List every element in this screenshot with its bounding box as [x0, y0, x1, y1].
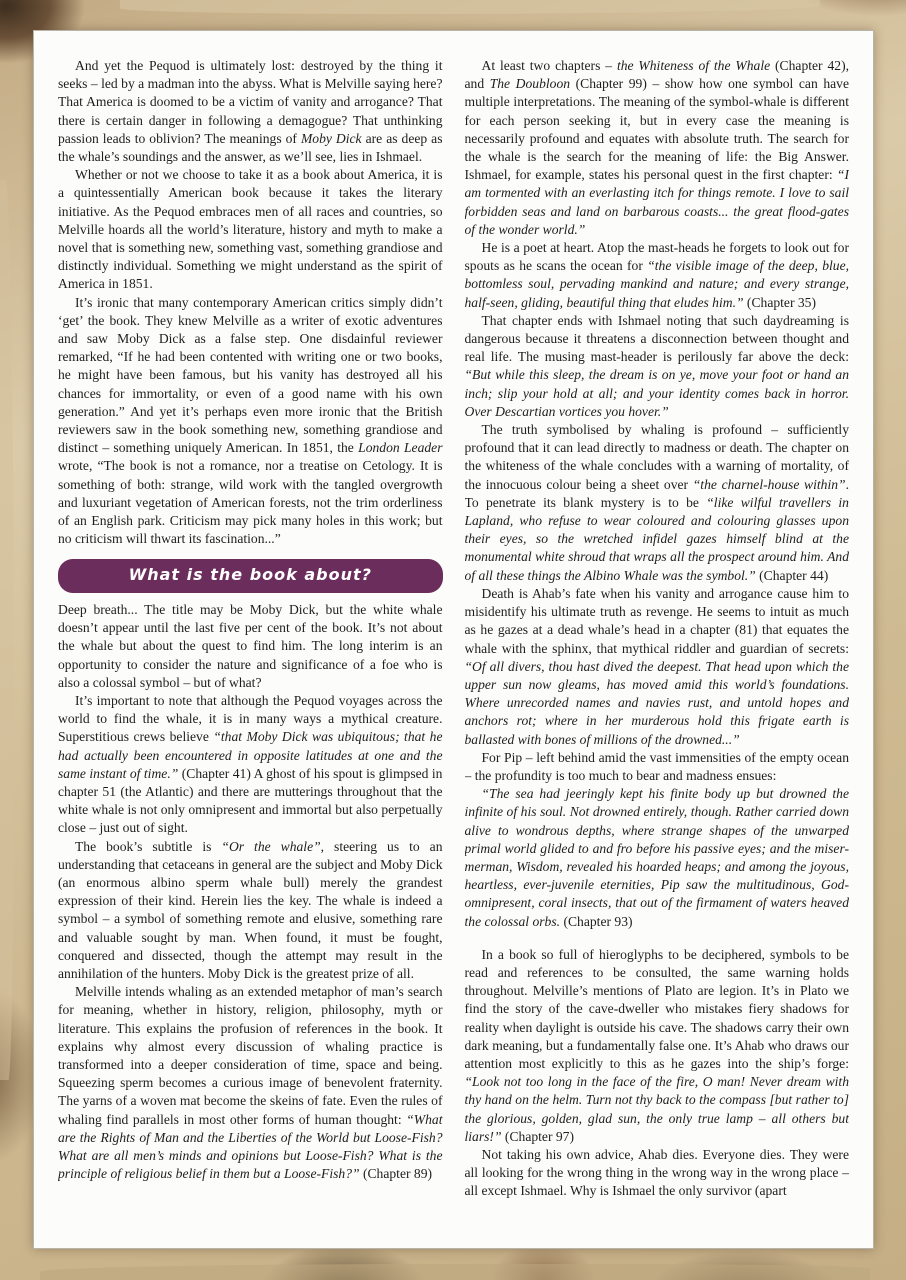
torn-paper-edge-left — [0, 180, 14, 1080]
italic-text-run: “the visible image of the deep, blue, bottomless soul, pervading mankind and nature; and every strange, half-seen, gliding, beautiful thing that eludes him.” — [464, 258, 849, 310]
paragraph — [58, 983, 443, 1183]
text-run: Melville intends whaling as an extended metaphor of man’s search for meaning, whether in history, religion, philosophy, myth or literature. This explains the profusion of references in the book. It explains why almost every discussion of whaling practice is transformed into a deeper consideration of time, space and being. Squeezing sperm becomes a curious image of benevolent fraternity. The yarns of a woven mat become the skeins of fate. Even the rules of whaling find parallels in most other forms of human thought: — [58, 984, 443, 1127]
paragraph — [465, 585, 850, 749]
text-run: (Chapter 99) – show how one symbol can have multiple interpretations. The meaning of the symbol-whale is different for each person seeking it, but in every case the meaning is necessarily profound and equates with absolute truth. The search for the whale is the search for the meaning of life: the Big Answer. Ishmael, for example, states his personal quest in the first chapter: — [464, 76, 849, 183]
magazine-page — [33, 30, 874, 1249]
italic-text-run: “Or the whale” — [221, 838, 321, 854]
left-column — [58, 57, 443, 1228]
italic-text-run: “But while this sleep, the dream is on ye, move your foot or hand an inch; slip your hold at all; and your identity comes back in horror. Over Descartian vortices you hover.” — [464, 367, 849, 419]
text-run: And yet the Pequod is ultimately lost: destroyed by the thing it seeks – led by a madman into the abyss. What is Melville saying here? That America is doomed to be a victim of vanity and arrogance? That there is certain danger in following a demagogue? That unthinking passion leads to oblivion? The meanings of — [58, 58, 443, 146]
text-run: He is a poet at heart. Atop the mast-heads he forgets to look out for spouts as he scans the ocean for — [464, 240, 849, 274]
section-heading-banner: What is the book about? — [58, 559, 443, 592]
right-column — [465, 57, 850, 1228]
italic-text-run: The Doubloon — [489, 76, 571, 92]
text-run: (Chapter 35) — [743, 294, 817, 310]
italic-text-run: “What are the Rights of Man and the Liberties of the World but Loose-Fish? What are all men’s minds and opinions but Loose-Fish? What is the principle of religious belief in them but a Loose-Fish?” — [58, 1111, 443, 1182]
italic-text-run: the Whiteness of the Whale — [616, 58, 771, 73]
text-run: For Pip – left behind amid the vast immensities of the empty ocean – the profundity is too much to bear and madness ensues: — [464, 749, 849, 783]
paragraph — [58, 838, 443, 984]
text-run: The truth symbolised by whaling is profound – sufficiently profound that it can lead directly to madness or death. The chapter on the whiteness of the whale concludes with a warning of mortality, of the innocuous colour being a sheet over — [464, 422, 849, 492]
text-run: (Chapter 41) A ghost of his spout is glimpsed in chapter 51 (the Atlantic) and there are mutterings throughout that the white whale is not only omnipresent and immortal but also perpetually close – just out of sight. — [58, 765, 443, 836]
paragraph — [58, 692, 443, 838]
italic-text-run: “I am tormented with an everlasting itch for things remote. I love to sail forbidden seas and land on barbarous coasts... the great flood-gates of the wonder world.” — [464, 167, 849, 237]
paragraph — [465, 57, 850, 239]
text-run: It’s ironic that many contemporary American critics simply didn’t ‘get’ the book. They knew Melville as a writer of exotic adventures and saw Moby Dick as a false step. One disdainful reviewer remarked, “If he had been contented with writing one or two books, he might have been famous, but his vanity has destroyed all his chances for immortality, or even of a good name with his own generation.” And yet it’s perhaps even more ironic that the British reviewers saw in the book something new, something grandiose and distinct – something uniquely American. In 1851, the — [58, 294, 443, 456]
italic-text-run: “Look not too long in the face of the fire, O man! Never dream with thy hand on the helm. Turn not thy back to the compass [but rather to] the glorious, golden, glad sun, the only true lamp – all others but liars!” — [464, 1074, 849, 1144]
torn-paper-edge-bottom — [40, 1264, 870, 1280]
text-run: (Chapter 42), and — [464, 58, 849, 92]
italic-text-run: “the charnel-house within” — [692, 476, 846, 492]
text-run: . To penetrate its blank mystery is to be — [464, 476, 849, 510]
paragraph — [465, 749, 850, 785]
text-run: (Chapter 89) — [359, 1166, 433, 1182]
paragraph — [58, 166, 443, 293]
paragraph — [58, 57, 443, 166]
italic-text-run: “like wilful travellers in Lapland, who refuse to wear coloured and colouring glasses upon their eyes, so the wretched infidel gazes himself blind at the monumental white shroud that wraps all the prospect around him. And of all these things the Albino Whale was the symbol.” — [464, 494, 849, 583]
text-run: wrote, “The book is not a romance, nor a treatise on Cetology. It is something of both: strange, wild work with the tangled overgrowth and luxuriant vegetation of American forests, not the trim orderliness of an English park. Criticism may pick many holes in this work; but no criticism will thwart its fascination...” — [58, 458, 443, 547]
text-run: (Chapter 44) — [755, 567, 829, 583]
text-run: Whether or not we choose to take it as a book about America, it is a quintessentially American book because it takes the literary initiative. As the Pequod embraces men of all races and countries, so Melville hoards all the world’s literature, history and myth to make a novel that is something new, something vast, something grandiose and distinctly individual. Something we might understand as the spirit of America in 1851. — [58, 167, 443, 292]
italic-text-run: London Leader — [358, 440, 443, 456]
text-run: are as deep as the whale’s soundings and the answer, as we’ll see, lies in Ishmael. — [58, 130, 443, 165]
paragraph — [465, 239, 850, 312]
text-run: In a book so full of hieroglyphs to be deciphered, symbols to be read and references to be consulted, the same warning holds throughout. Melville’s mentions of Plato are legion. It’s in Plato we find the story of the cave-dweller who mistakes fiery shadows for reality when daylight is outside his cave. The shadows carry their own dark meaning, but a fundamentally false one. It’s Ahab who draws our attention most explicitly to this as he gazes into the ship’s forge: — [464, 946, 849, 1071]
text-run: It’s important to note that although the Pequod voyages across the world to find the whale, it is in many ways a mythical creature. Superstitious crews believe — [58, 692, 443, 745]
torn-paper-edge-top — [120, 0, 820, 14]
text-run: Not taking his own advice, Ahab dies. Everyone dies. They were all looking for the wrong thing in the wrong way in the wrong place – all except Ishmael. Why is Ishmael the only survivor (apart — [464, 1146, 849, 1199]
italic-text-run: “that Moby Dick was ubiquitous; that he had actually been encountered in opposite latitudes at one and the same instant of time.” — [58, 729, 443, 781]
paragraph — [465, 946, 850, 1146]
paragraph — [465, 785, 850, 931]
paragraph — [465, 421, 850, 585]
text-run: , steering us to an understanding that cetaceans in general are the subject and Moby Dick (an enormous albino sperm whale bull) merely the grandest expression of their kind. Herein lies the key. The whale is indeed a symbol – a symbol of something remote and elusive, something rare and valuable sought by man. When found, it must be fought, conquered and dissected, though the attempt may result in the annihilation of the hunters. Moby Dick is the greatest prize of all. — [58, 838, 443, 981]
text-run: The book’s subtitle is — [75, 838, 222, 854]
paragraph — [465, 312, 850, 421]
paragraph — [58, 601, 443, 692]
italic-text-run: Moby Dick — [300, 130, 362, 146]
text-run: (Chapter 97) — [501, 1128, 575, 1144]
paragraph — [58, 294, 443, 549]
italic-text-run: “The sea had jeeringly kept his finite body up but drowned the infinite of his soul. Not drowned entirely, though. Rather carried down alive to wondrous depths, where strange shapes of the unwarped primal world glided to and fro before his passive eyes; and the miser-merman, Wisdom, revealed his hoarded heaps; and among the joyous, heartless, ever-juvenile eternities, Pip saw the multitudinous, God-omnipresent, coral insects, that out of the firmament of waters heaved the colossal orbs. — [464, 786, 849, 929]
text-run: (Chapter 93) — [560, 913, 633, 929]
text-run: Deep breath... The title may be Moby Dick, but the white whale doesn’t appear until the last five per cent of the book. It’s not about the whale but about the quest to find him. The long interim is an opportunity to consider the nature and significance of a foe who is also a colossal symbol – but of what? — [58, 601, 443, 690]
two-column-layout — [58, 57, 849, 1228]
italic-text-run: “Of all divers, thou hast dived the deepest. That head upon which the upper sun now gleams, has moved amid this world’s foundations. Where unrecorded names and navies rust, and untold hopes and anchors rot; where in her murderous hold this frigate earth is ballasted with bones of millions of the drowned...” — [464, 658, 849, 747]
paragraph — [465, 1146, 850, 1201]
text-run: At least two chapters – — [481, 58, 617, 73]
text-run: Death is Ahab’s fate when his vanity and arrogance cause him to misidentify his ultimate truth as revenge. He seems to intuit as much as he gazes at a dead whale’s head in a chapter (81) that equates the whale with the sphinx, that mythical riddler and guardian of secrets: — [464, 585, 849, 656]
text-run: That chapter ends with Ishmael noting that such daydreaming is dangerous because it threatens a disconnection between thought and real life. The musing mast-header is perilously far above the deck: — [464, 312, 849, 365]
